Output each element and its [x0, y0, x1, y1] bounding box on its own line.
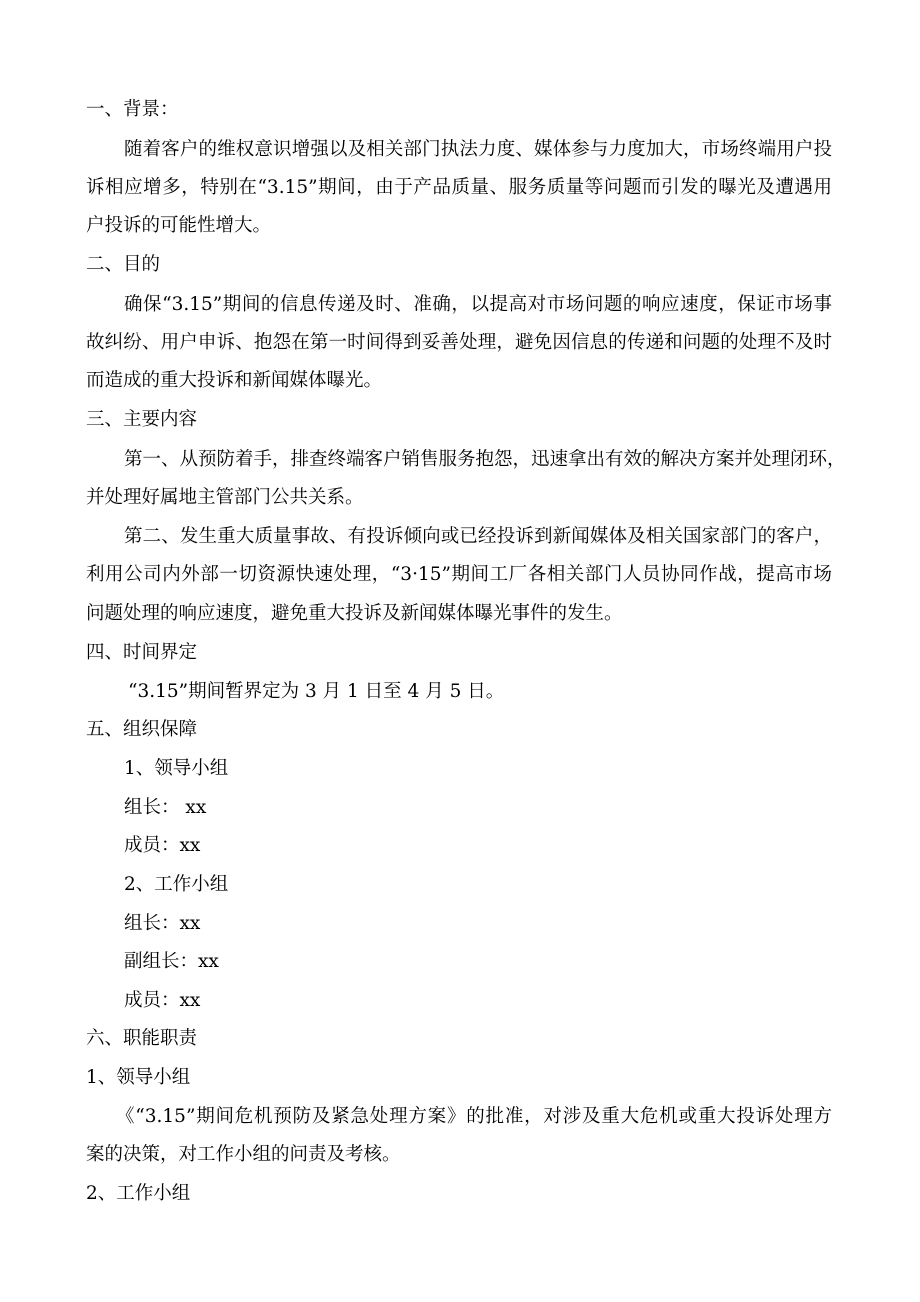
members-line: 成员：xx [124, 835, 201, 856]
subheading-leadership-group: 1、领导小组 [86, 1067, 191, 1088]
subheading-working-group: 2、工作小组 [86, 1183, 191, 1204]
paragraph-line: 户投诉的可能性增大。 [86, 215, 272, 236]
section-heading-purpose: 二、目的 [86, 254, 161, 275]
paragraph-line: 故纠纷、用户申诉、抱怨在第一时间得到妥善处理，避免因信息的传递和问题的处理不及时 [86, 332, 832, 353]
section-heading-main-content: 三、主要内容 [86, 409, 198, 430]
paragraph-line: 第一、从预防着手，排查终端客户销售服务抱怨，迅速拿出有效的解决方案并处理闭环， [124, 449, 846, 470]
leader-line: 组长： xx [124, 797, 207, 818]
section-heading-responsibilities: 六、职能职责 [86, 1028, 198, 1049]
paragraph-line: 确保“3.15”期间的信息传递及时、准确，以提高对市场问题的响应速度，保证市场事 [124, 294, 832, 315]
section-heading-organization: 五、组织保障 [86, 719, 198, 740]
paragraph-line: 利用公司内外部一切资源快速处理，“3·15”期间工厂各相关部门人员协同作战，提高市场 [86, 564, 832, 585]
section-heading-background: 一、背景： [86, 99, 179, 120]
subheading-leadership-group: 1、领导小组 [124, 758, 229, 779]
paragraph-line: 问题处理的响应速度，避免重大投诉及新闻媒体曝光事件的发生。 [86, 603, 623, 624]
members-line: 成员：xx [124, 990, 201, 1011]
leader-line: 组长：xx [124, 913, 201, 934]
paragraph-line: 诉相应增多，特别在“3.15”期间，由于产品质量、服务质量等问题而引发的曝光及遭遇用 [86, 177, 832, 198]
section-heading-time-definition: 四、时间界定 [86, 642, 198, 663]
paragraph-line: 随着客户的维权意识增强以及相关部门执法力度、媒体参与力度加大，市场终端用户投 [124, 139, 832, 160]
paragraph-line: 并处理好属地主管部门公共关系。 [86, 487, 364, 508]
paragraph-line: 而造成的重大投诉和新闻媒体曝光。 [86, 370, 383, 391]
paragraph-line: 《“3.15”期间危机预防及紧急处理方案》的批准，对涉及重大危机或重大投诉处理方 [116, 1106, 832, 1127]
subheading-working-group: 2、工作小组 [124, 874, 229, 895]
paragraph-line: 第二、发生重大质量事故、有投诉倾向或已经投诉到新闻媒体及相关国家部门的客户， [124, 526, 832, 547]
paragraph-line: 案的决策，对工作小组的问责及考核。 [86, 1144, 401, 1165]
deputy-leader-line: 副组长：xx [124, 951, 219, 972]
paragraph-line: “3.15”期间暂界定为 3 月 1 日至 4 月 5 日。 [128, 681, 505, 702]
